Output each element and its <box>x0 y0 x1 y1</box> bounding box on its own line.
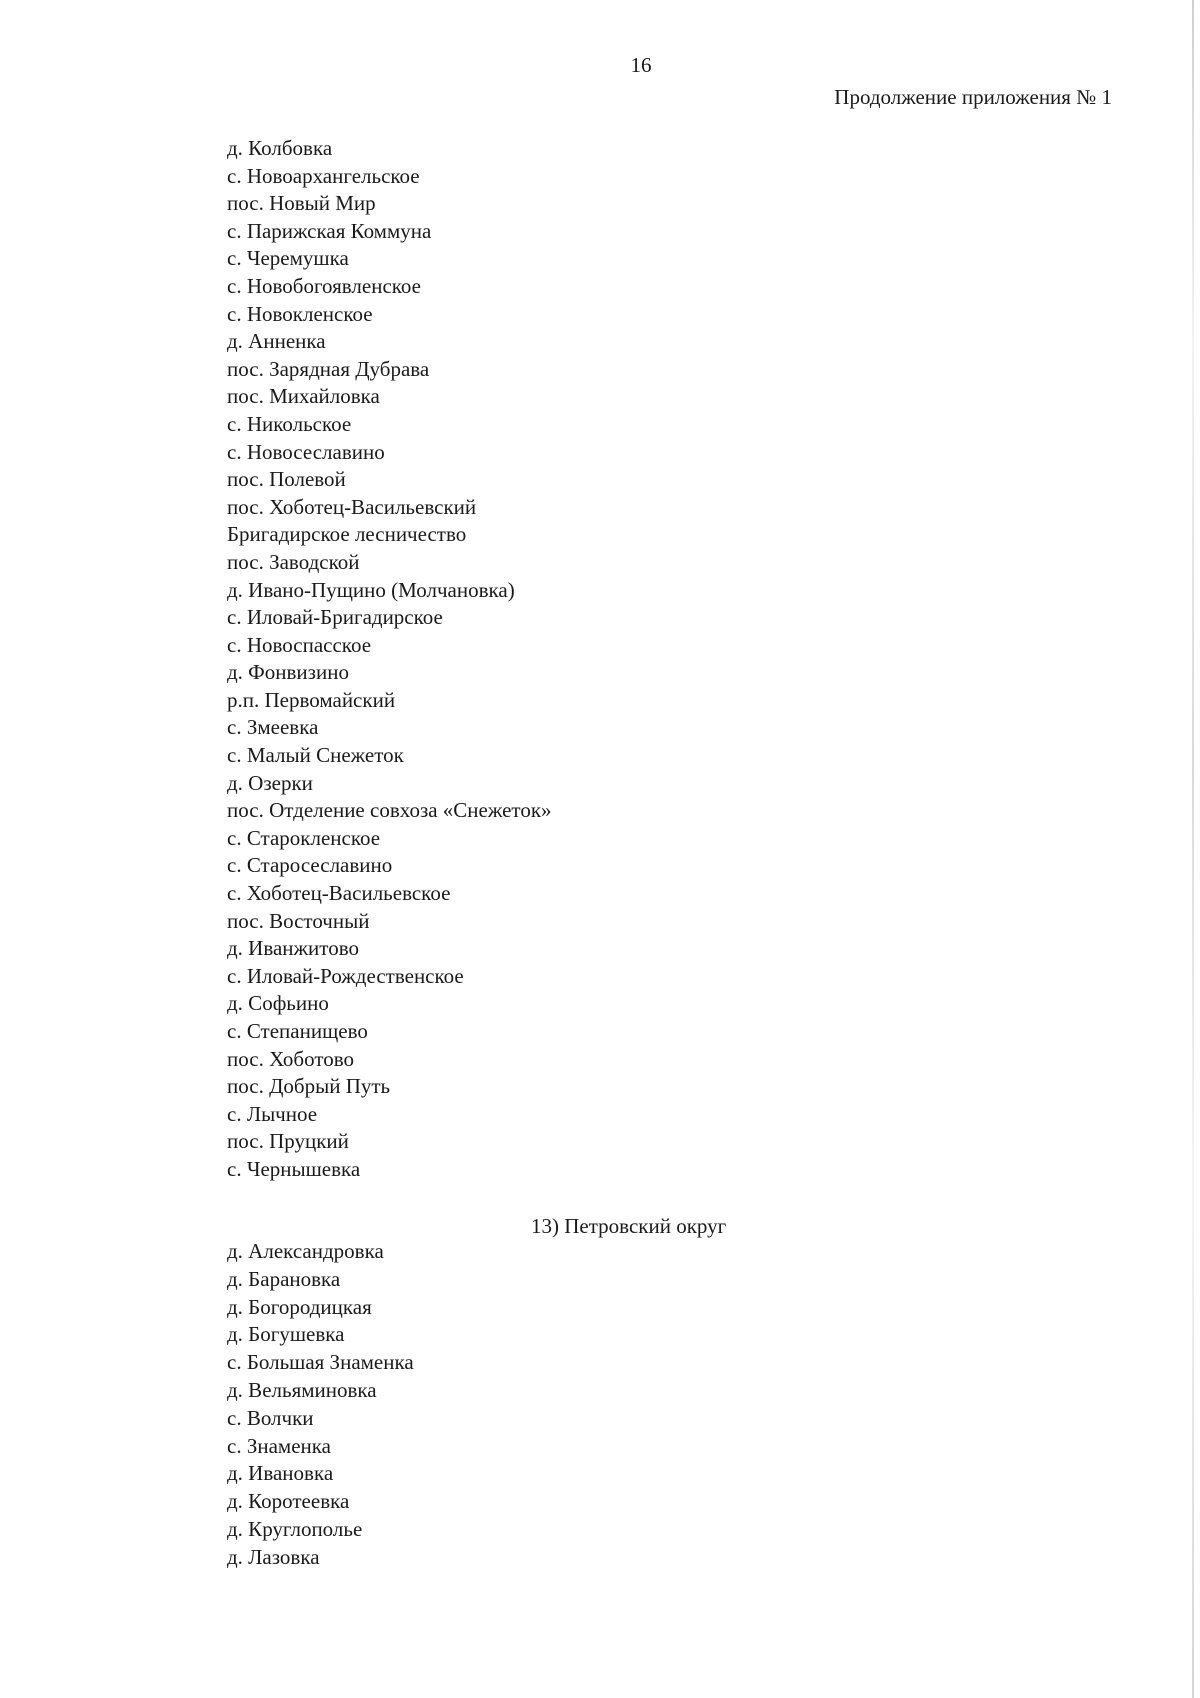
list-item: д. Коротеевка <box>227 1489 350 1514</box>
list-item: с. Новоспасское <box>227 632 372 657</box>
list-item: с. Чернышевка <box>227 1156 361 1181</box>
list-item: пос. Заводской <box>227 549 360 574</box>
list-item: д. Лазовка <box>227 1544 320 1569</box>
list-item: с. Иловай-Рождественское <box>227 963 464 988</box>
list-item: с. Волчки <box>227 1405 314 1430</box>
appendix-note: Продолжение приложения № 1 <box>834 85 1112 109</box>
list-item: с. Малый Снежеток <box>227 743 404 768</box>
list-item: с. Иловай-Бригадирское <box>227 605 443 630</box>
list-item: д. Богородицкая <box>227 1294 372 1319</box>
list-item: пос. Хоботово <box>227 1046 355 1071</box>
list-item: д. Александровка <box>227 1239 384 1263</box>
list-item: с. Никольское <box>227 411 352 436</box>
list-item: д. Софьино <box>227 991 329 1016</box>
list-item: д. Круглополье <box>227 1516 363 1541</box>
list-item: с. Старосеславино <box>227 853 393 878</box>
scan-edge-shadow <box>1192 0 1194 1698</box>
list-item: с. Новоархангельское <box>227 163 420 188</box>
list-item: с. Хоботец-Васильевское <box>227 881 451 906</box>
section-heading-petrovsky: 13) Петровский округ <box>531 1214 727 1238</box>
list-item: пос. Зарядная Дубрава <box>227 356 430 381</box>
list-item: р.п. Первомайский <box>227 687 396 712</box>
list-item: с. Новокленское <box>227 301 373 326</box>
list-item: д. Озерки <box>227 770 313 795</box>
list-item: с. Новосеславино <box>227 439 385 464</box>
page-number: 16 <box>630 53 652 77</box>
list-item: с. Парижская Коммуна <box>227 218 432 243</box>
list-item: с. Змеевка <box>227 715 319 740</box>
list-item: с. Степанищево <box>227 1019 368 1043</box>
list-item: д. Анненка <box>227 329 326 354</box>
list-item: с. Знаменка <box>227 1433 331 1458</box>
list-item: Бригадирское лесничество <box>227 522 467 547</box>
list-item: д. Фонвизино <box>227 660 349 685</box>
list-item: пос. Новый Мир <box>227 191 376 216</box>
list-item: пос. Пруцкий <box>227 1129 349 1154</box>
settlements-list <box>227 135 552 1184</box>
list-item: д. Ивано-Пущино (Молчановка) <box>227 577 515 602</box>
list-item: пос. Хоботец-Васильевский <box>227 494 477 519</box>
list-item: д. Богушевка <box>227 1322 345 1347</box>
list-item: пос. Отделение совхоза «Снежеток» <box>227 798 552 823</box>
list-item: с. Старокленское <box>227 825 381 850</box>
list-item: с. Большая Знаменка <box>227 1350 414 1375</box>
list-item: д. Барановка <box>227 1266 341 1291</box>
list-item: с. Лычное <box>227 1101 318 1126</box>
list-item: с. Новобогоявленское <box>227 273 422 298</box>
list-item: д. Иванжитово <box>227 936 359 961</box>
list-item: с. Черемушка <box>227 246 349 271</box>
list-item: д. Колбовка <box>227 136 333 160</box>
list-item: пос. Михайловка <box>227 384 380 409</box>
list-item: пос. Полевой <box>227 467 346 492</box>
list-item: д. Вельяминовка <box>227 1377 377 1402</box>
petrovsky-list <box>227 1238 414 1572</box>
list-item: пос. Восточный <box>227 908 370 933</box>
list-item: д. Ивановка <box>227 1461 334 1486</box>
list-item: пос. Добрый Путь <box>227 1074 391 1099</box>
